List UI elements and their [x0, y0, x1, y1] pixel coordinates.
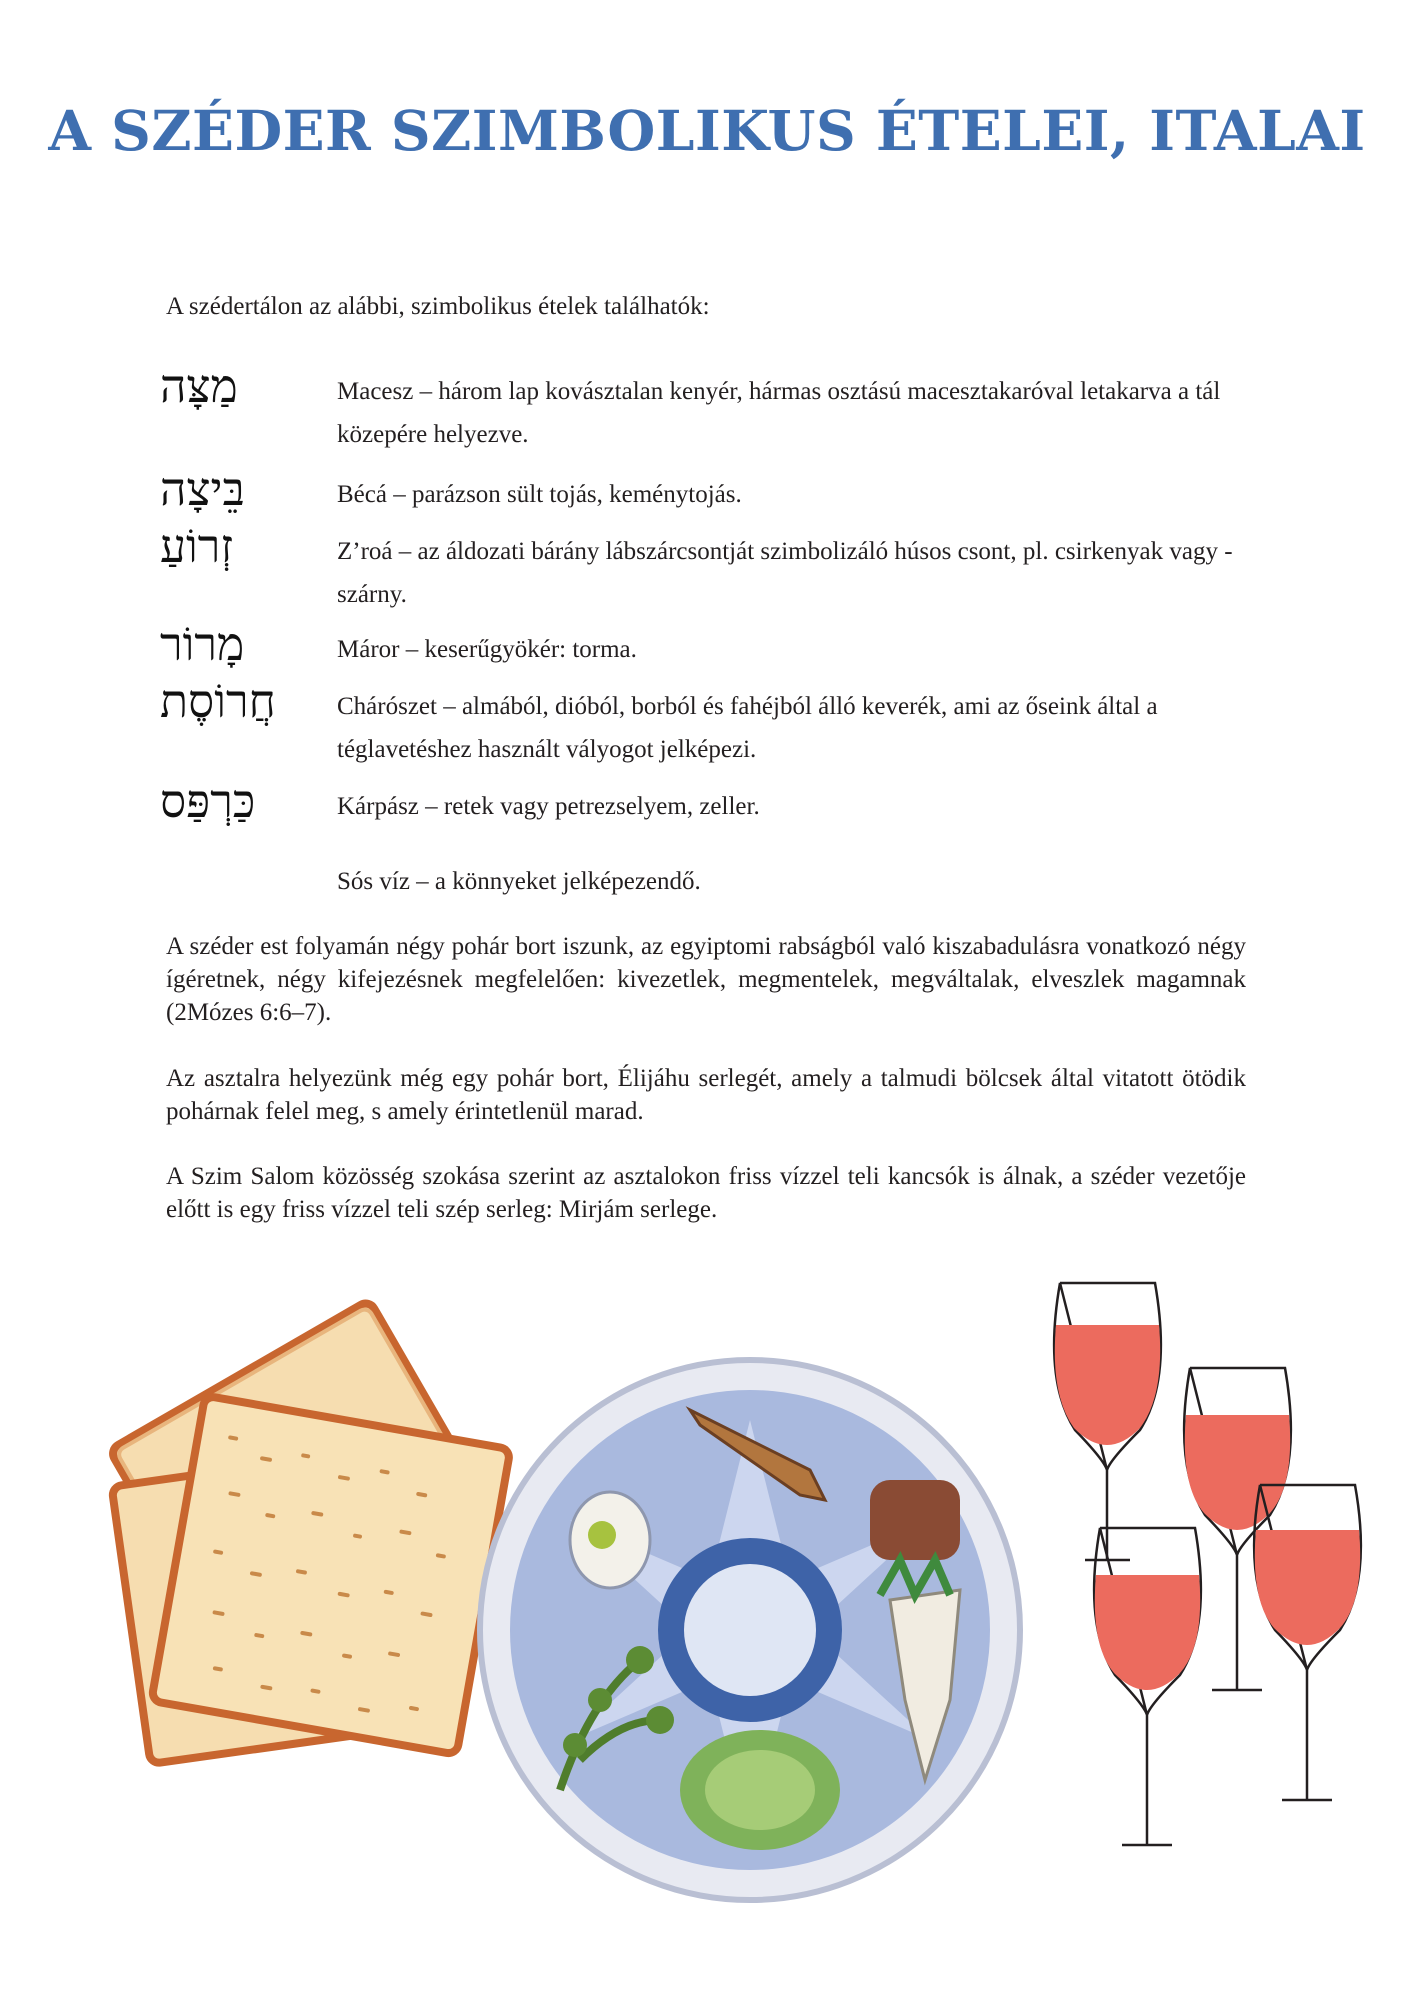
item-description: Bécá – parázson sült tojás, keménytojás.: [337, 481, 742, 508]
item-description: Sós víz – a könnyeket jelképezendő.: [337, 868, 701, 895]
page-title: A SZÉDER SZIMBOLIKUS ÉTELEI, ITALAI: [48, 98, 1366, 163]
wine-glasses-image: [1054, 1283, 1361, 1845]
item-description: Z’roá – az áldozati bárány lábszárcsontját szimbolizáló húsos csont, pl. csirkenyak vagy -szárny.: [337, 538, 1233, 608]
item-description: Chárószet – almából, dióból, borból és fahéjból álló keverék, ami az őseink által a téglavetéshez használt vályogot jelképezi.: [337, 693, 1158, 763]
hebrew-word: זְרוֹעַ: [160, 519, 234, 573]
hebrew-word: בֵּיצָה: [160, 462, 245, 516]
item-description: Máror – keserűgyökér: torma.: [337, 636, 637, 663]
seder-illustration: [0, 1260, 1414, 2000]
item-description: Macesz – három lap kovásztalan kenyér, hármas osztású macesztakaróval letakarva a tál közepére helyezve.: [337, 378, 1221, 448]
item-description: Kárpász – retek vagy petrezselyem, zeller.: [337, 793, 760, 820]
matzah-image: [109, 1300, 510, 1764]
intro-text: A szédertálon az alábbi, szimbolikus ételek találhatók:: [166, 293, 710, 320]
seder-plate-image: [480, 1360, 1020, 1900]
hebrew-word: מַצָּה: [160, 359, 238, 413]
paragraph-miriam-cup: A Szim Salom közösség szokása szerint az asztalokon friss vízzel teli kancsók is álnak, a széder vezetője előtt is egy friss vízzel teli szép serleg: Mirjám serlege.: [166, 1163, 1246, 1223]
hebrew-word: כַּרְפַּס: [160, 774, 256, 828]
paragraph-four-cups: A széder est folyamán négy pohár bort iszunk, az egyiptomi rabságból való kiszabadulásra vonatkozó négy ígéretnek, négy kifejezésnek megfelelően: kivezetlek, megmentelek, megváltalak, elveszlek magamnak (2Mózes 6:6–7).: [166, 933, 1246, 1026]
hebrew-word: חֲרוֹסֶת: [160, 674, 276, 728]
hebrew-word: מָרוֹר: [160, 617, 245, 671]
paragraph-elijah-cup: Az asztalra helyezünk még egy pohár bort, Élijáhu serlegét, amely a talmudi bölcsek által vitatott ötödik pohárnak felel meg, s amely érintetlenül marad.: [166, 1065, 1246, 1125]
